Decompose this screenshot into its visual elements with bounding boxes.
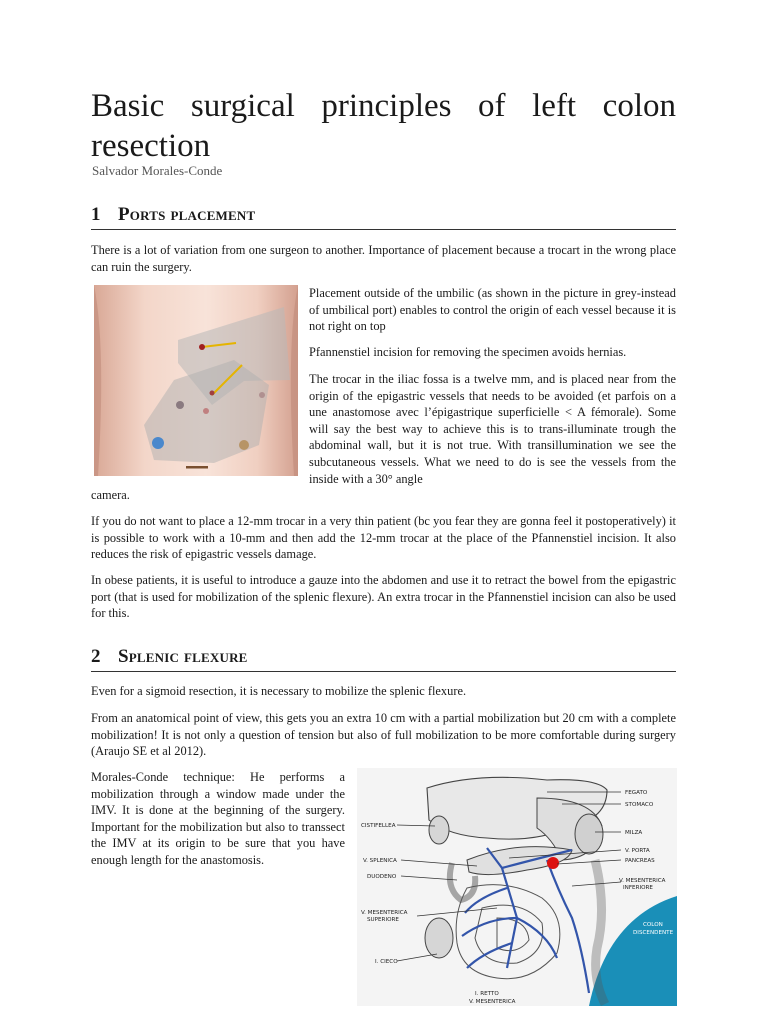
- umbilicus: [203, 408, 209, 414]
- label-stomaco: STOMACO: [625, 802, 654, 808]
- label-pancreas: PANCREAS: [625, 858, 655, 864]
- paragraph: There is a lot of variation from one surgeon to another. Importance of placement because a trocart in the wrong place can ruin the surgery.: [91, 243, 676, 274]
- section-number: 2: [91, 646, 101, 667]
- label-colon-2: DISCENDENTE: [633, 930, 674, 936]
- label-fegato: FEGATO: [625, 790, 648, 796]
- paragraph: In obese patients, it is useful to introduce a gauze into the abdomen and use it to retract the bowel from the epigastric port (that is used for mobilization of the splenic flexure). An extra trocar in the Pfannenstiel incision can also be used for this.: [91, 573, 676, 621]
- section-heading-splenic-flexure: [91, 645, 676, 672]
- cecum-shape: [425, 918, 453, 958]
- label-v-mesenterica-superiore-1: V. MESENTERICA: [361, 910, 408, 916]
- paragraph: camera.: [91, 488, 130, 502]
- port-marker: [199, 344, 205, 350]
- port-marker: [210, 391, 215, 396]
- paragraph: Even for a sigmoid resection, it is necessary to mobilize the splenic flexure.: [91, 684, 467, 698]
- spleen-shape: [575, 814, 603, 854]
- label-cistifellea: CISTIFELLEA: [361, 823, 396, 829]
- label-v-porta: V. PORTA: [625, 848, 650, 854]
- section-title: Splenic flexure: [118, 646, 248, 667]
- label-v-splenica: V. SPLENICA: [363, 858, 397, 864]
- paragraph: From an anatomical point of view, this gets you an extra 10 cm with a partial mobilization but 20 cm with a complete mobilization! It is not only a question of tension but also of full mobilization to be more comfortable during surgery (Araujo SE et al 2012).: [91, 711, 676, 759]
- gallbladder-shape: [429, 816, 449, 844]
- label-v-mesenterica-superiore-2: SUPERIORE: [367, 917, 399, 923]
- label-milza: MILZA: [625, 830, 643, 836]
- label-cieco: I. CIECO: [375, 959, 398, 965]
- label-bottom-2: V. MESENTERICA: [469, 999, 516, 1005]
- ports-placement-figure: [94, 285, 298, 476]
- port-marker: [259, 392, 265, 398]
- section-title: Ports placement: [118, 204, 256, 225]
- label-duodeno: DUODENO: [367, 874, 397, 880]
- paragraph: The trocar in the iliac fossa is a twelve mm, and is placed near from the origin of the epigastric vessels that needs to be avoided (et parfois on a une anastomose avec l’épigastrique superficielle < A fémorale). Some will say the best way to achieve this is to trans-illuminate trough the abdominal wall, but it is not true. With transillumination we see the subcutaneous vessels. What we need to do is see the vessels from the inside with a 30° angle: [309, 372, 676, 486]
- paragraph: Placement outside of the umbilic (as shown in the picture in grey-instead of umbilical port) enables to control the origin of each vessel because it is not right on top: [309, 286, 676, 334]
- port-marker: [239, 440, 249, 450]
- section-number: 1: [91, 204, 101, 225]
- port-marker-blue: [152, 437, 164, 449]
- pfannenstiel-incision: [186, 466, 208, 469]
- label-v-mesenterica-inferiore-1: V. MESENTERICA: [619, 878, 666, 884]
- label-bottom-1: I. RETTO: [475, 991, 499, 997]
- paragraph: Morales-Conde technique: He performs a mobilization through a window made under the IMV. It is done at the beginning of the surgery. Important for the mobilization but also to transsect the IMV at its origin to be sure that you have enough length for the anastomosis.: [91, 770, 345, 867]
- paragraph: Pfannenstiel incision for removing the specimen avoids hernias.: [309, 345, 627, 359]
- paragraph: If you do not want to place a 12-mm trocar in a very thin patient (bc you fear they are gonna feel it postoperatively) it is possible to work with a 10-mm and then add the 12-mm trocar at the place of the Pfannenstiel incision. It also reduces the risk of epigastric vessels damage.: [91, 514, 676, 562]
- document-title: Basic surgical principles of left colon resection: [91, 88, 676, 164]
- section-heading-ports-placement: [91, 203, 676, 230]
- document-author: Salvador Morales-Conde: [92, 163, 223, 178]
- label-colon-1: COLON: [643, 922, 663, 928]
- port-marker: [176, 401, 184, 409]
- imv-origin-marker: [547, 857, 559, 869]
- label-v-mesenterica-inferiore-2: INFERIORE: [623, 885, 653, 891]
- venous-anatomy-figure: [357, 768, 677, 1006]
